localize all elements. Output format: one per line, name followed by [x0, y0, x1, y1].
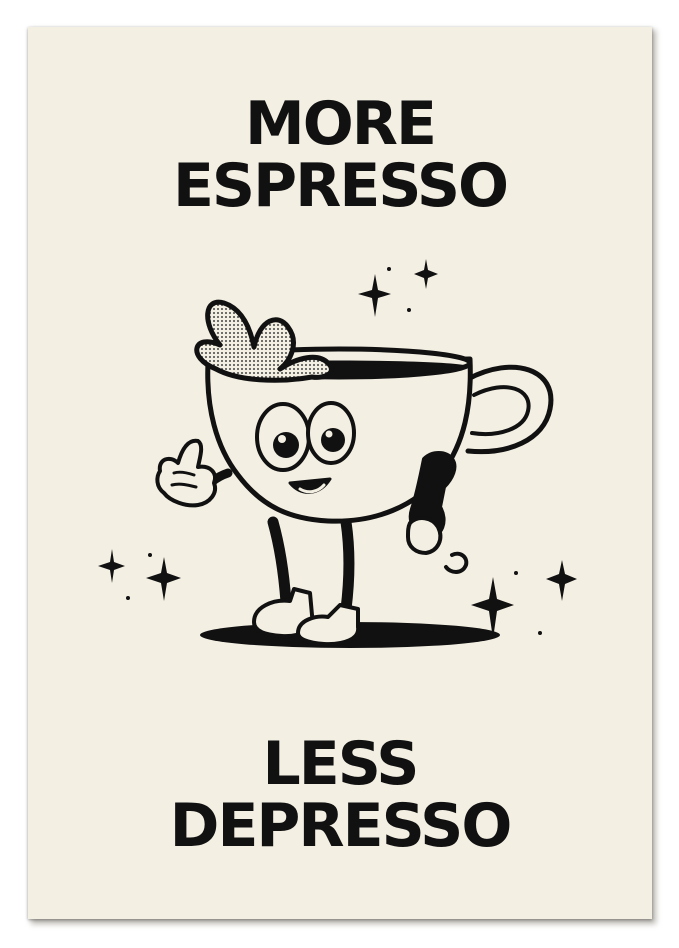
poster	[28, 27, 652, 919]
headline-bottom-line1: LESS	[262, 729, 418, 799]
sparkle-icon	[471, 560, 577, 639]
headline-top-line1: MORE	[245, 89, 435, 159]
coffee-splash	[197, 302, 332, 380]
headline-bottom	[28, 729, 652, 861]
headline-bottom-line2: DEPRESSO	[169, 791, 511, 861]
headline-top-line2: ESPRESSO	[172, 151, 508, 221]
sparkle-icon	[358, 259, 438, 317]
sparkle-icon	[98, 549, 181, 601]
